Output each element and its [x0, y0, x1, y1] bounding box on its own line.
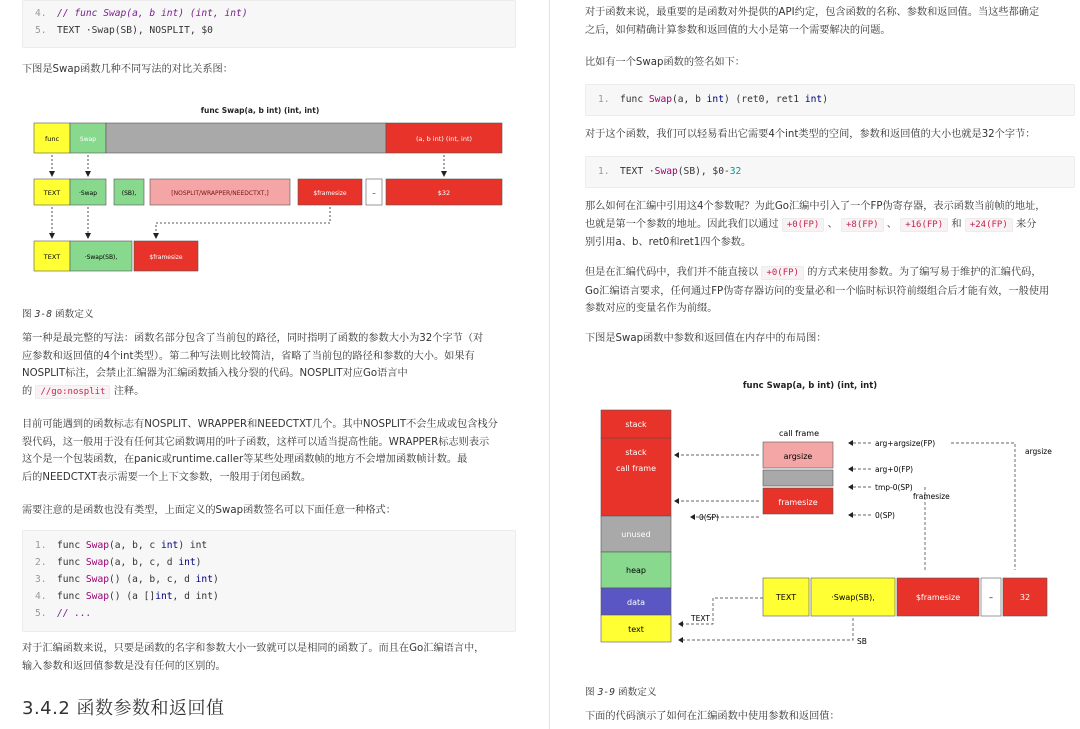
caption-3-9: 图 3-9 函数定义 — [585, 687, 657, 698]
svg-text:–: – — [372, 189, 376, 197]
para-2: 目前可能遇到的函数标志有NOSPLIT、WRAPPER和NEEDCTXT几个。其中NOSPLIT不会生成或包含栈分 裂代码，这一般用于没有任何其它函数调用的叶子函数，这样可以适当提高性能。WRAPPER标志则表示 这个是一个包装函数，在panic或runtime.caller等某些处理函数帧的地方不会增加函数帧计数。最 后的NEEDCTXT表示需要一个上下文参数，一般用于闭包函数。 — [22, 419, 498, 483]
r-para-4: 那么如何在汇编中引用这4个参数呢？为此Go汇编中引入了一个FP伪寄存器，表示函数当前帧的地址， 也就是第一个参数的地址。因此我们以通过 +0(FP) 、 +8(FP) 、 +16(FP) 和 +24(FP) 来分 别引用a、b、ret0和ret1四个参数。 — [585, 201, 1046, 248]
r-code-block-2 — [585, 156, 1075, 188]
svg-text:$framesize: $framesize — [313, 190, 347, 197]
svg-text:TEXT: TEXT — [43, 189, 61, 197]
svg-text:32: 32 — [1019, 593, 1031, 602]
r-para-6: 下图是Swap函数中参数和返回值在内存中的布局图： — [585, 333, 827, 344]
svg-text:tmp-0(SP): tmp-0(SP) — [875, 483, 913, 492]
para-3: 需要注意的是函数也没有类型，上面定义的Swap函数签名可以下面任意一种格式： — [22, 505, 396, 516]
r-code-block-1 — [585, 84, 1075, 116]
svg-text:stack: stack — [625, 420, 647, 429]
svg-text:text: text — [628, 625, 644, 634]
svg-text:call frame: call frame — [778, 429, 820, 438]
svg-text:unused: unused — [621, 530, 651, 539]
code-line: 1. TEXT ·Swap(SB), $0-32 — [598, 166, 742, 177]
svg-text:arg+argsize(FP): arg+argsize(FP) — [875, 439, 936, 448]
figure-title: func Swap(a, b int) (int, int) — [200, 106, 320, 115]
code-block-1 — [22, 0, 516, 48]
svg-text:framesize: framesize — [913, 492, 950, 501]
svg-text:call frame: call frame — [615, 464, 657, 473]
svg-text:argsize: argsize — [783, 452, 813, 461]
figure-3-9 — [595, 370, 1065, 660]
svg-text:Swap: Swap — [79, 136, 97, 143]
r-para-1: 对于函数来说，最重要的是函数对外提供的API约定，包含函数的名称、参数和返回值。当这些都确定 之后，如何精确计算参数和返回值的大小是第一个需要解决的问题。 — [585, 7, 1040, 36]
svg-text:0(SP): 0(SP) — [875, 511, 895, 520]
svg-text:SB: SB — [857, 637, 867, 646]
svg-text:$framesize: $framesize — [149, 254, 183, 261]
section-heading: 3.4.2 函数参数和返回值 — [22, 698, 225, 719]
svg-text:framesize: framesize — [778, 498, 818, 507]
svg-text:0(SP): 0(SP) — [699, 513, 719, 522]
gray-slot — [763, 470, 833, 486]
code-line: 1. func Swap(a, b int) (ret0, ret1 int) — [598, 94, 828, 105]
svg-text:argsize: argsize — [1025, 447, 1052, 456]
svg-text:(a, b int) (int, int): (a, b int) (int, int) — [415, 135, 473, 143]
para-4: 对于汇编函数来说，只要是函数的名字和参数大小一致就可以是相同的函数了。而且在Go汇编语言中， 输入参数和返回值参数是没有任何的区别的。 — [22, 643, 485, 672]
r-para-2: 比如有一个Swap函数的签名如下： — [585, 57, 745, 68]
para-1: 第一种是最完整的写法：函数名部分包含了当前包的路径，同时指明了函数的参数大小为32个字节（对 应参数和返回值的4个int类型）。第二种写法则比较简洁，省略了当前包的路径和参数的大小。如果有 NOSPLIT标注，会禁止汇编器为汇编函数插入栈分裂的代码。NOSPLIT对应Go语言中 的 //go:nosplit 注释。 — [22, 333, 484, 397]
svg-text:$32: $32 — [437, 189, 451, 197]
code-line: 5. TEXT ·Swap(SB), NOSPLIT, $0 — [35, 25, 213, 36]
code-block-2 — [22, 530, 516, 632]
code-line: 4. func Swap() (a []int, d int) — [35, 591, 219, 602]
para-compare: 下图是Swap函数几种不同写法的对比关系图： — [22, 64, 233, 75]
svg-text:[NOSPLIT/WRAPPER/NEEDCTXT,]: [NOSPLIT/WRAPPER/NEEDCTXT,] — [171, 190, 269, 197]
block-gray — [106, 123, 386, 153]
column-divider — [549, 0, 550, 729]
svg-text:TEXT: TEXT — [775, 593, 797, 602]
r-para-7: 下面的代码演示了如何在汇编函数中使用参数和返回值： — [585, 711, 840, 722]
figure-3-8 — [30, 93, 506, 281]
svg-text:·Swap: ·Swap — [78, 190, 98, 197]
svg-text:$framesize: $framesize — [915, 593, 961, 602]
code-line: 3. func Swap() (a, b, c, d int) — [35, 574, 219, 585]
r-para-5: 但是在汇编代码中，我们并不能直接以 +0(FP) 的方式来使用参数。为了编写易于维护的汇编代码， Go汇编语言要求，任何通过FP伪寄存器访问的变量必和一个临时标识符前缀组合后才能有效，一般使用 参数对应的变量名作为前缀。 — [585, 267, 1050, 314]
svg-text:(SB),: (SB), — [121, 190, 137, 197]
figure-title: func Swap(a, b int) (int, int) — [742, 381, 878, 391]
svg-text:data: data — [626, 598, 646, 607]
svg-text:TEXT: TEXT — [43, 253, 61, 261]
r-para-3: 对于这个函数，我们可以轻易看出它需要4个int类型的空间，参数和返回值的大小也就是32个字节： — [585, 129, 1036, 140]
svg-text:–: – — [989, 593, 993, 602]
svg-text:·Swap(SB),: ·Swap(SB), — [84, 254, 118, 261]
svg-text:arg+0(FP): arg+0(FP) — [875, 465, 914, 474]
svg-text:heap: heap — [626, 566, 646, 575]
code-line: 1. func Swap(a, b, c int) int — [35, 540, 208, 551]
code-line: 5. // ... — [35, 608, 92, 619]
code-line: 4. // func Swap(a, b int) (int, int) — [35, 8, 248, 19]
code-line: 2. func Swap(a, b, c, d int) — [35, 557, 202, 568]
svg-text:stack: stack — [625, 448, 647, 457]
caption-3-8: 图 3-8 函数定义 — [22, 309, 94, 320]
svg-text:func: func — [44, 135, 60, 143]
svg-text:·Swap(SB),: ·Swap(SB), — [831, 593, 875, 602]
svg-text:TEXT: TEXT — [691, 614, 710, 623]
